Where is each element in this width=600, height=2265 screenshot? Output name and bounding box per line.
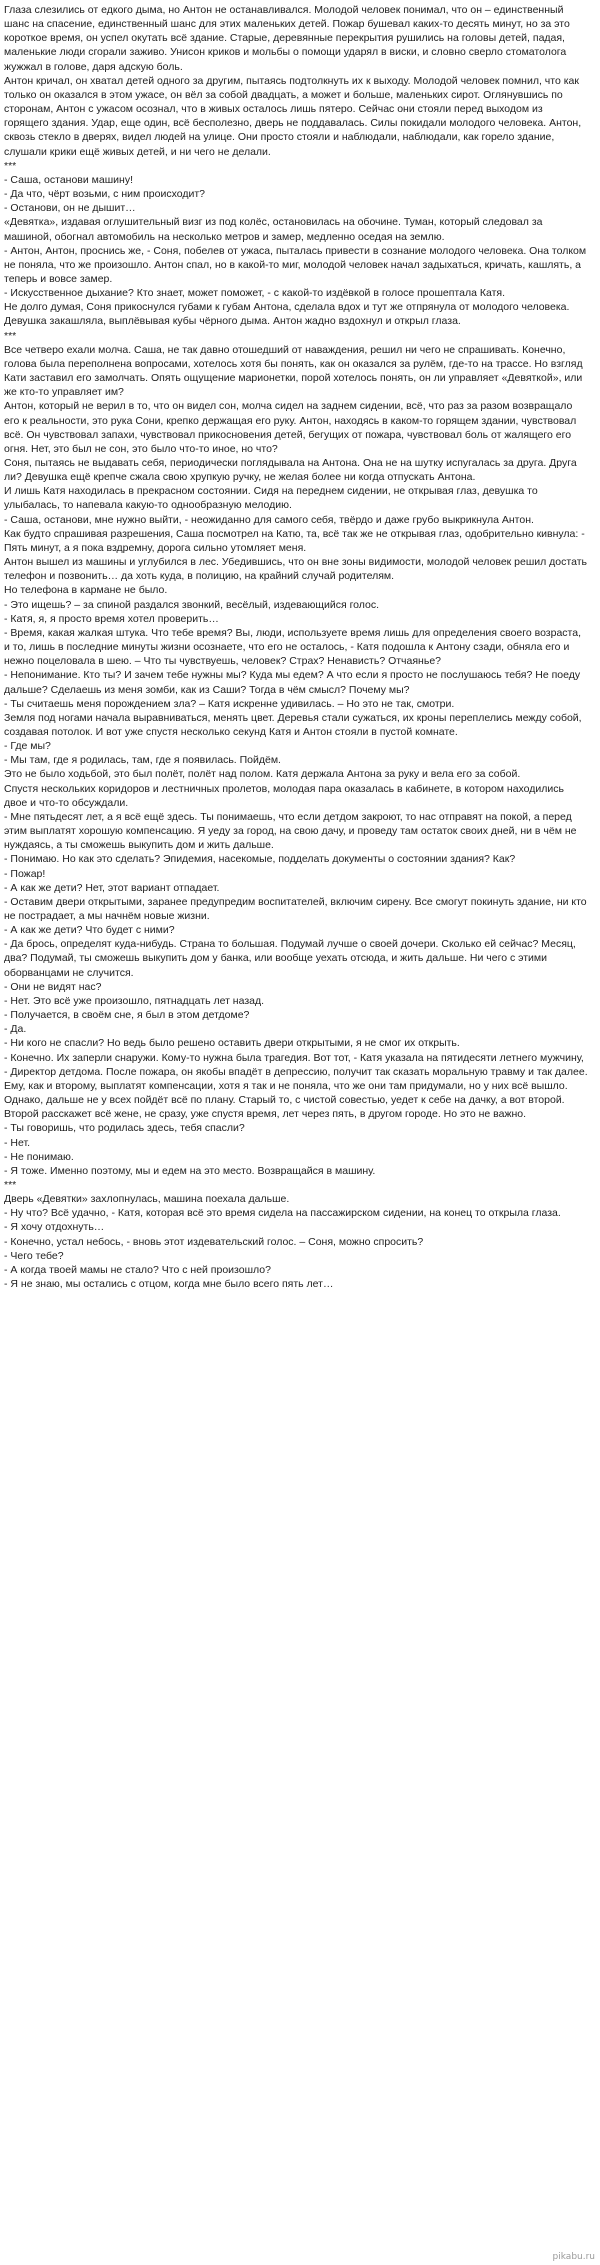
story-paragraph: - А как же дети? Нет, этот вариант отпадает. xyxy=(4,881,220,894)
story-paragraph: - Саша, останови машину! xyxy=(4,173,133,186)
story-paragraph: *** xyxy=(4,1178,17,1191)
story-paragraph: - Получается, в своём сне, я был в этом детдоме? xyxy=(4,1009,250,1022)
story-paragraph: - Ты говоришь, что родилась здесь, тебя спасли? xyxy=(4,1122,245,1135)
watermark: pikabu.ru xyxy=(552,2252,595,2262)
story-paragraph: - Ни кого не спасли? Но ведь было решено оставить двери открытыми, я не смог их открыть. xyxy=(4,1037,460,1050)
story-paragraph: Антон кричал, он хватал детей одного за другим, пытаясь подтолкнуть их к выходу. Молодой человек помнил, что как только он оказался в этом ужасе, он вёл за собой двадцать, а может и больше, маленьких сирот. Оглянувшись по сторонам, Антон с ужасом осознал, что в живых осталось лишь пятеро. Сейчас они стояли перед выходом из горящего здания. Удар, еще один, всё бесполезно, дверь не поддавалась. Силы покидали молодого человека. Антон, сквозь стекло в дверях, видел людей на улице. Они просто стояли и наблюдали, наблюдали, как горело здание, слушали крики ещё живых детей, и ни чего не делали. xyxy=(4,74,582,158)
story-paragraph: - Это ищешь? – за спиной раздался звонкий, весёлый, издевающийся голос. xyxy=(4,598,380,611)
story-paragraph: - Мы там, где я родилась, там, где я появилась. Пойдём. xyxy=(4,754,281,767)
story-paragraph: - Я хочу отдохнуть… xyxy=(4,1221,105,1234)
story-paragraph: *** xyxy=(4,159,17,172)
story-paragraph: Не долго думая, Соня прикоснулся губами к губам Антона, сделала вдох и тут же отпрянула от молодого человека. Девушка закашляла, выплёвывая кубы чёрного дыма. Антон жадно вздохнул и открыл глаза. xyxy=(4,301,570,328)
story-paragraph: Как будто спрашивая разрешения, Саша посмотрел на Катю, та, всё так же не открывая глаз, одобрительно кивнула: - Пять минут, а я пока вздремну, дорога сильно утомляет меня. xyxy=(4,527,585,554)
story-paragraph: Это не было ходьбой, это был полёт, полёт над полом. Катя держала Антона за руку и вела его за собой. xyxy=(4,768,521,781)
story-paragraph: - Искусственное дыхание? Кто знает, может поможет, - с какой-то издёвкой в голосе прошептала Катя. xyxy=(4,287,505,300)
story-paragraph: - Ты считаешь меня порождением зла? – Катя искренне удивилась. – Но это не так, смотри. xyxy=(4,697,455,710)
story-paragraph: - Да брось, определят куда-нибудь. Страна то большая. Подумай лучше о своей дочери. Сколько ей сейчас? Месяц, два? Подумай, ты сможешь выкупить дом у банка, или вообще уехать отсюда, и жить дальше. Ни чего с этими оборванцами не случится. xyxy=(4,938,576,979)
story-paragraph: Но телефона в кармане не было. xyxy=(4,584,168,597)
story-paragraph: - Не понимаю. xyxy=(4,1150,74,1163)
story-paragraph: - Конечно, устал небось, - вновь этот издевательский голос. – Соня, можно спросить? xyxy=(4,1235,424,1248)
story-paragraph: - Я не знаю, мы остались с отцом, когда мне было всего пять лет… xyxy=(4,1278,334,1291)
story-paragraph: Глаза слезились от едкого дыма, но Антон не останавливался. Молодой человек понимал, что он – единственный шанс на спасение, единственный шанс для этих маленьких детей. Пожар бушевал каких-то десять минут, но за это короткое время, он успел окутать всё здание. Старые, деревянные перекрытия рушились на головы детей, падая, маленькие люди сгорали заживо. Унисон криков и мольбы о помощи ударял в виски, и словно сверло стоматолога жужжал в голове, даря адскую боль. xyxy=(4,4,570,73)
story-paragraph: - Конечно. Их заперли снаружи. Кому-то нужна была трагедия. Вот тот, - Катя указала на пятидесяти летнего мужчину, - Директор детдома. После пожара, он якобы впадёт в депрессию, получит так сказать моральную травму и так далее. Ему, как и второму, выплатят компенсации, хотя я так и не поняла, что же они там придумали, но у них всё вышло. Однако, дальше не у всех пойдёт всё по плану. Старый то, с чистой совестью, уедет к себе на дачку, а вот второй. Второй расскажет всё жене, не сразу, уже спустя время, лет через пять, в другом городе. Но это не важно. xyxy=(4,1051,588,1121)
story-paragraph: И лишь Катя находилась в прекрасном состоянии. Сидя на переднем сидении, не открывая глаз, девушка то улыбалась, то напевала какую-то однообразную мелодию. xyxy=(4,485,538,512)
story-paragraph: - Время, какая жалкая штука. Что тебе время? Вы, люди, используете время лишь для определения своего возраста, и то, лишь в последние минуты жизни осознаете, что его не осталось, - Катя подошла к Антону сзади, обняла его и нежно поцеловала в шею. – Что ты чувствуешь, человек? Страх? Ненависть? Отчаянье? xyxy=(4,626,581,668)
story-paragraph: Дверь «Девятки» захлопнулась, машина поехала дальше. xyxy=(4,1193,290,1206)
story-paragraph: - Я тоже. Именно поэтому, мы и едем на это место. Возвращайся в машину. xyxy=(4,1164,376,1177)
story-paragraph: - Оставим двери открытыми, заранее предупредим воспитателей, включим сирену. Все смогут покинуть здание, ни кто не пострадает, а мы начнём новые жизни. xyxy=(4,895,587,922)
story-paragraph: - Понимаю. Но как это сделать? Эпидемия, насекомые, подделать документы о состоянии здания? Как? xyxy=(4,853,516,866)
story-paragraph: - Они не видят нас? xyxy=(4,980,102,993)
story-paragraph: Антон вышел из машины и углубился в лес. Убедившись, что он вне зоны видимости, молодой человек решил достать телефон и позвонить… да хоть куда, в полицию, на крайний случай родителям. xyxy=(4,556,587,583)
story-paragraph: - А когда твоей мамы не стало? Что с ней произошло? xyxy=(4,1263,271,1276)
story-paragraph: - Мне пятьдесят лет, а я всё ещё здесь. Ты понимаешь, что если детдом закроют, то нас отправят на покой, а перед этим выплатят хорошую компенсацию. Я уеду за город, на свою дачу, и проведу там остаток своих дней, ни в чём не нуждаясь, а ты сможешь выкупить дом и жить дальше. xyxy=(4,810,577,852)
story-paragraph: - Останови, он не дышит… xyxy=(4,202,136,215)
story-paragraph: - Катя, я, я просто время хотел проверить… xyxy=(4,612,219,625)
story-paragraph: *** xyxy=(4,329,17,342)
story-paragraph: - Непонимание. Кто ты? И зачем тебе нужны мы? Куда мы едем? А что если я просто не послушаюсь тебя? Не поеду дальше? Сделаешь из меня зомби, как из Саши? Тогда в чём смысл? Почему мы? xyxy=(4,669,581,696)
story-paragraph: «Девятка», издавая оглушительный визг из под колёс, остановилась на обочине. Туман, который следовал за машиной, обогнал автомобиль на несколько метров и замер, медленно оседая на землю. xyxy=(4,216,543,243)
story-paragraph: - Нет. Это всё уже произошло, пятнадцать лет назад. xyxy=(4,994,265,1007)
story-paragraph: - Чего тебе? xyxy=(4,1249,64,1262)
story-paragraph: - А как же дети? Что будет с ними? xyxy=(4,924,175,937)
story-paragraph: - Ну что? Всё удачно, - Катя, которая всё это время сидела на пассажирском сидении, на конец то открыла глаза. xyxy=(4,1207,561,1220)
story-paragraph: Соня, пытаясь не выдавать себя, периодически поглядывала на Антона. Она не на шутку испугалась за друга. Друга ли? Девушка ещё крепче сжала свою хрупкую ручку, не желая более ни когда отпускать Антона. xyxy=(4,457,577,484)
story-text xyxy=(4,3,589,1291)
story-paragraph: Антон, который не верил в то, что он видел сон, молча сидел на заднем сидении, всё, что раз за разом возвращало его к реальности, это рука Сони, крепко держащая его руку. Антон, находясь в каком-то горящем здании, чувствовал всё. Он чувствовал запахи, чувствовал прикосновения детей, бегущих от пожара, чувствовал боль от жалящего его огня. Нет, это был не сон, это было что-то иное, но что? xyxy=(4,400,577,455)
story-paragraph: - Саша, останови, мне нужно выйти, - неожиданно для самого себя, твёрдо и даже грубо выкрикнула Антон. xyxy=(4,513,534,526)
story-paragraph: - Да. xyxy=(4,1023,27,1036)
story-paragraph: - Да что, чёрт возьми, с ним происходит? xyxy=(4,188,205,201)
story-paragraph: - Где мы? xyxy=(4,740,51,753)
story-paragraph: - Нет. xyxy=(4,1136,31,1149)
story-paragraph: Спустя нескольких коридоров и лестничных пролетов, молодая пара оказалась в кабинете, в котором находились двое и что-то обсуждали. xyxy=(4,782,564,809)
story-paragraph: - Антон, Антон, проснись же, - Соня, побелев от ужаса, пыталась привести в сознание молодого человека. Она толком не поняла, что же произошло. Антон спал, но в какой-то миг, молодой человек начал задыхаться, кричать, кашлять, а теперь и вовсе замер. xyxy=(4,244,587,285)
story-paragraph: Все четверо ехали молча. Саша, не так давно отошедший от наваждения, решил ни чего не спрашивать. Конечно, голова была переполнена вопросами, хотелось хотя бы понять, как он оказался за рулём, где-то на трассе. Но взгляд Кати заставил его замолчать. Опять ощущение марионетки, порой хотелось понять, он ли управляет «Девяткой», или же кто-то управляет им? xyxy=(4,343,583,399)
story-paragraph: Земля под ногами начала выравниваться, менять цвет. Деревья стали сужаться, их кроны переплелись между собой, создавая потолок. И вот уже спустя несколько секунд Катя и Антон стояли в пустой комнате. xyxy=(4,711,582,738)
story-paragraph: - Пожар! xyxy=(4,867,46,880)
